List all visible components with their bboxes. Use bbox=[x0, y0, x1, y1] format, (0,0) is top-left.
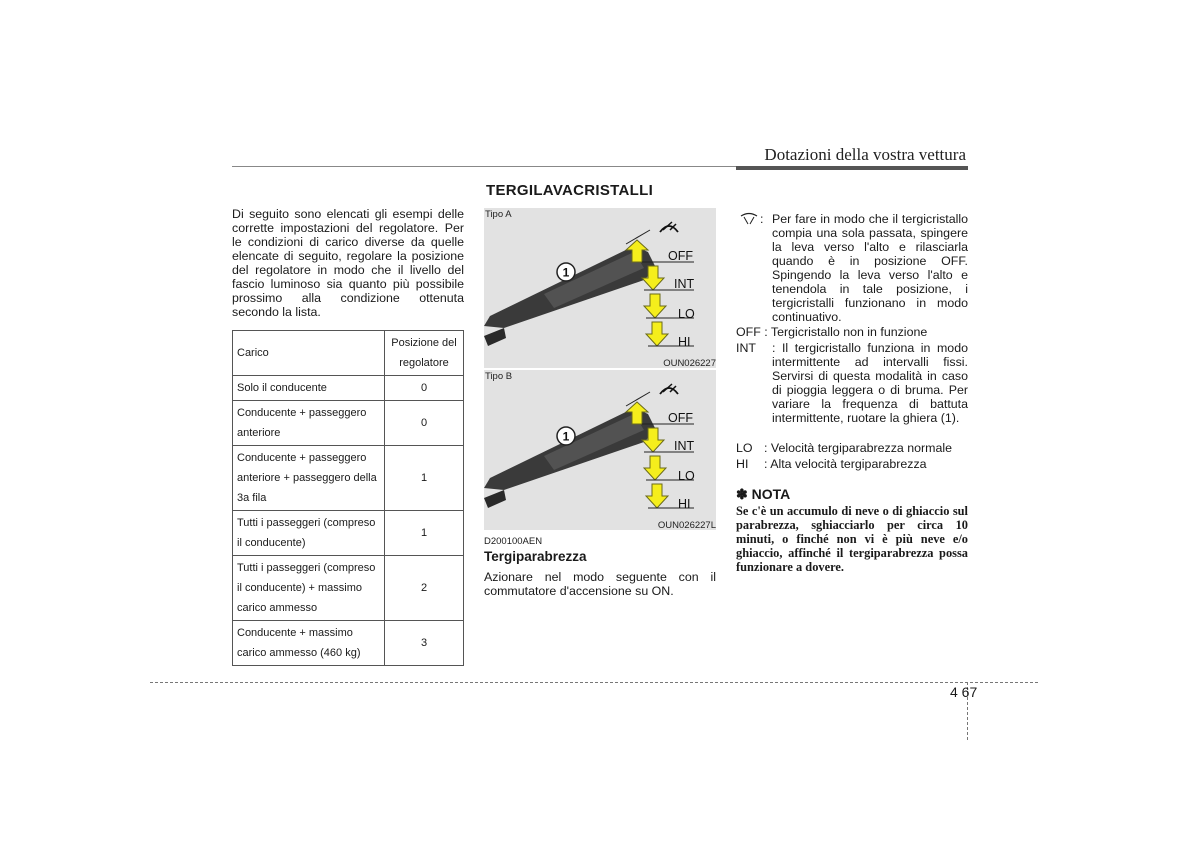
definition-off bbox=[736, 325, 968, 339]
table-row bbox=[233, 511, 464, 556]
subsection-body: Azionare nel modo seguente con il commutatore d'accensione su ON. bbox=[484, 570, 716, 598]
mist-icon bbox=[740, 212, 758, 226]
table-cell: Tutti i passeggeri (compreso il conducente) + massimo carico ammesso bbox=[233, 556, 385, 621]
setting-label: OFF bbox=[668, 411, 693, 425]
definition-key: HI bbox=[736, 457, 749, 471]
definition-text: : Alta velocità tergiparabrezza bbox=[764, 457, 927, 471]
note-title: ✽ NOTA bbox=[736, 486, 791, 502]
figure-wiper-type-b bbox=[484, 370, 716, 530]
figure-label: Tipo A bbox=[485, 209, 512, 220]
definition-key: OFF : bbox=[736, 325, 768, 339]
setting-label: INT bbox=[674, 277, 695, 291]
setting-label: LO bbox=[678, 307, 695, 321]
table-header-cell: Carico bbox=[233, 331, 385, 376]
definition-key: LO bbox=[736, 441, 753, 455]
arrow-down-icon bbox=[642, 266, 668, 346]
note-body: Se c'è un accumulo di neve o di ghiaccio sul parabrezza, sghiacciarlo per circa 10 minuti, o finché non vi è più neve e/o ghiaccio, affinché il tergiparabrezza possa funzionare a dovere. bbox=[736, 504, 968, 574]
subsection-title: Tergiparabrezza bbox=[484, 549, 587, 564]
table-cell: 3 bbox=[385, 621, 464, 666]
section-code: D200100AEN bbox=[484, 536, 543, 547]
table-row bbox=[233, 446, 464, 511]
figure-label: Tipo B bbox=[485, 371, 513, 382]
setting-label: HI bbox=[678, 497, 691, 511]
svg-text:1: 1 bbox=[562, 265, 570, 280]
definition-key: : bbox=[760, 212, 764, 226]
page-number: 4 67 bbox=[950, 684, 978, 700]
table-cell: 2 bbox=[385, 556, 464, 621]
definition-text: : Velocità tergiparabrezza normale bbox=[764, 441, 953, 455]
table-cell: Conducente + passeggero anteriore + passeggero della 3a fila bbox=[233, 446, 385, 511]
definition-text: Tergicristallo non in funzione bbox=[770, 325, 928, 339]
table-cell: Conducente + passeggero anteriore bbox=[233, 401, 385, 446]
table-header-row bbox=[233, 331, 464, 376]
table-cell: 0 bbox=[385, 401, 464, 446]
definition-key: INT bbox=[736, 341, 756, 355]
table-row bbox=[233, 401, 464, 446]
page-header-title: Dotazioni della vostra vettura bbox=[764, 145, 966, 164]
section-title: TERGILAVACRISTALLI bbox=[486, 182, 654, 199]
header-bar bbox=[736, 166, 968, 170]
table-row bbox=[233, 556, 464, 621]
wiper-icon bbox=[660, 384, 678, 394]
arrow-down-icon bbox=[642, 428, 668, 508]
table-header-cell: Posizione del regolatore bbox=[385, 331, 464, 376]
figure-code: OUN026227L bbox=[657, 520, 716, 531]
wiper-icon bbox=[660, 222, 678, 232]
load-table bbox=[232, 330, 464, 666]
table-cell: Tutti i passeggeri (compreso il conducente) bbox=[233, 511, 385, 556]
definition-text: Per fare in modo che il tergicristallo compia una sola passata, spingere la leva verso l'alto e rilasciarla quando è in posizione OFF. Spingendo la leva verso l'alto e tenendola in tale posizione, i tergicristalli funzionano in modo continuativo. bbox=[772, 212, 968, 324]
svg-text:1: 1 bbox=[562, 429, 570, 444]
table-cell: Conducente + massimo carico ammesso (460 kg) bbox=[233, 621, 385, 666]
figure-code: OUN026227 bbox=[663, 358, 716, 369]
intro-paragraph: Di seguito sono elencati gli esempi delle corrette impostazioni del regolatore. Per le condizioni di carico diverse da quelle elencate di seguito, regolare la posizione del regolatore in modo che il livello del fascio luminoso sia quanto più possibile prossimo alla condizione ottenuta secondo la lista. bbox=[232, 207, 464, 319]
figure-wiper-type-a bbox=[484, 208, 716, 368]
table-cell: 1 bbox=[385, 446, 464, 511]
setting-label: LO bbox=[678, 469, 695, 483]
setting-label: INT bbox=[674, 439, 695, 453]
setting-label: OFF bbox=[668, 249, 693, 263]
footer-divider bbox=[150, 682, 1038, 683]
table-cell: 1 bbox=[385, 511, 464, 556]
table-row bbox=[233, 376, 464, 401]
setting-label: HI bbox=[678, 335, 691, 349]
table-cell: 0 bbox=[385, 376, 464, 401]
table-cell: Solo il conducente bbox=[233, 376, 385, 401]
table-row bbox=[233, 621, 464, 666]
definition-text: : Il tergicristallo funziona in modo intermittente ad intervalli fissi. Servirsi di questa modalità in caso di pioggia leggera o di bruma. Per variare la frequenza di battuta intermittente, ruotare la ghiera (1). bbox=[772, 341, 968, 425]
